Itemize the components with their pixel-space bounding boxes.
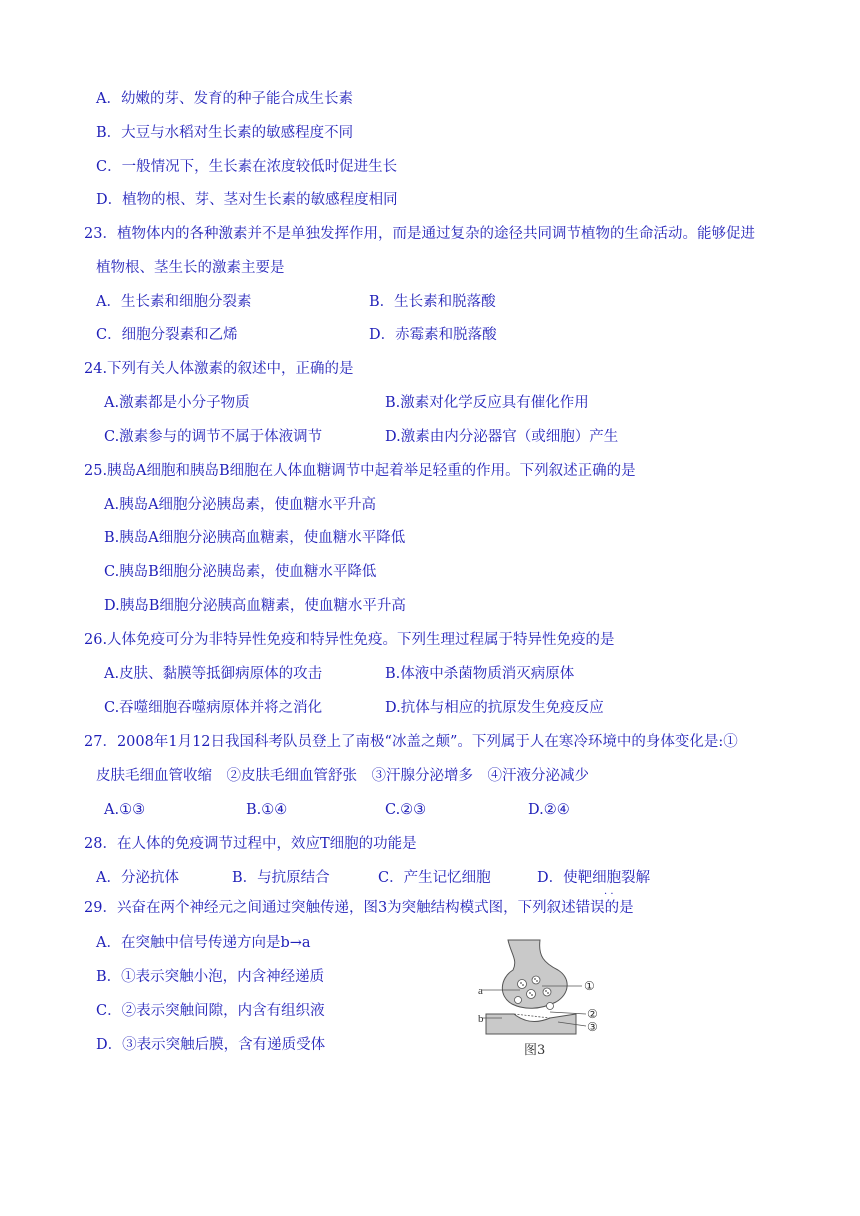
q28-stem: 28．在人体的免疫调节过程中，效应T细胞的功能是	[84, 836, 417, 852]
q29-option-d: D．③表示突触后膜，含有递质受体	[96, 1037, 326, 1053]
q23-stem-line2: 植物根、茎生长的激素主要是	[96, 260, 285, 276]
q22-option-a: A．幼嫩的芽、发育的种子能合成生长素	[96, 91, 353, 107]
synapse-figure	[478, 938, 608, 1060]
figure-label-3: ③	[587, 1020, 598, 1034]
q26-option-a: A.皮肤、黏膜等抵御病原体的攻击	[104, 666, 323, 682]
figure-label-2: ②	[587, 1007, 598, 1021]
q26-option-c: C.吞噬细胞吞噬病原体并将之消化	[104, 700, 323, 716]
figure-label-1: ①	[584, 979, 595, 993]
q27-option-b: B.①④	[246, 802, 288, 818]
q25-option-a: A.胰岛A细胞分泌胰岛素，使血糖水平升高	[104, 497, 377, 513]
q27-stem-line2: 皮肤毛细血管收缩 ②皮肤毛细血管舒张 ③汗腺分泌增多 ④汗液分泌减少	[96, 768, 589, 784]
figure-label-a: a	[478, 985, 483, 997]
emphasis-dots: · ·	[604, 889, 614, 900]
figure-caption: 图3	[524, 1043, 546, 1058]
q23-option-d: D．赤霉素和脱落酸	[369, 327, 497, 343]
q23-option-b: B．生长素和脱落酸	[369, 294, 496, 310]
q27-stem-line1: 27．2008年1月12日我国科考队员登上了南极“冰盖之颠”。下列属于人在寒冷环境中的身体变化是:①	[84, 734, 738, 750]
q22-option-d: D．植物的根、芽、茎对生长素的敏感程度相同	[96, 192, 398, 208]
q29-option-b: B．①表示突触小泡，内含神经递质	[96, 969, 325, 985]
postsynaptic-membrane	[486, 1014, 576, 1034]
q22-option-b: B．大豆与水稻对生长素的敏感程度不同	[96, 125, 354, 141]
presynaptic-terminal	[502, 940, 567, 1008]
q25-option-d: D.胰岛B细胞分泌胰高血糖素，使血糖水平升高	[104, 598, 406, 614]
q26-stem: 26.人体免疫可分为非特异性免疫和特异性免疫。下列生理过程属于特异性免疫的是	[84, 632, 615, 648]
q25-option-b: B.胰岛A细胞分泌胰高血糖素，使血糖水平降低	[104, 530, 406, 546]
q23-stem-line1: 23．植物体内的各种激素并不是单独发挥作用，而是通过复杂的途径共同调节植物的生命活动。能够促进	[84, 226, 755, 242]
q24-stem: 24.下列有关人体激素的叙述中，正确的是	[84, 361, 354, 377]
q29-option-a: A．在突触中信号传递方向是b→a	[96, 935, 311, 951]
q28-option-b: B．与抗原结合	[232, 870, 330, 886]
q23-option-a: A．生长素和细胞分裂素	[96, 294, 252, 310]
q26-option-b: B.体液中杀菌物质消灭病原体	[385, 666, 575, 682]
q24-option-b: B.激素对化学反应具有催化作用	[385, 395, 589, 411]
q28-option-d: D．使靶细胞裂解	[537, 870, 651, 886]
q25-option-c: C.胰岛B细胞分泌胰岛素，使血糖水平降低	[104, 564, 377, 580]
figure-label-b: b	[478, 1013, 484, 1025]
q24-option-a: A.激素都是小分子物质	[104, 395, 250, 411]
q25-stem: 25.胰岛A细胞和胰岛B细胞在人体血糖调节中起着举足轻重的作用。下列叙述正确的是	[84, 463, 636, 479]
q27-option-a: A.①③	[104, 802, 146, 818]
q24-option-d: D.激素由内分泌器官（或细胞）产生	[385, 429, 619, 445]
q27-option-c: C.②③	[385, 802, 427, 818]
q24-option-c: C.激素参与的调节不属于体液调节	[104, 429, 323, 445]
q22-option-c: C．一般情况下，生长素在浓度较低时促进生长	[96, 159, 398, 175]
q29-option-c: C．②表示突触间隙，内含有组织液	[96, 1003, 325, 1019]
q26-option-d: D.抗体与相应的抗原发生免疫反应	[385, 700, 604, 716]
q29-stem: 29．兴奋在两个神经元之间通过突触传递，图3为突触结构模式图，下列叙述错误的是	[84, 900, 634, 916]
q28-option-a: A．分泌抗体	[96, 870, 179, 886]
q27-option-d: D.②④	[528, 802, 570, 818]
q28-option-c: C．产生记忆细胞	[378, 870, 491, 886]
q23-option-c: C．细胞分裂素和乙烯	[96, 327, 238, 343]
